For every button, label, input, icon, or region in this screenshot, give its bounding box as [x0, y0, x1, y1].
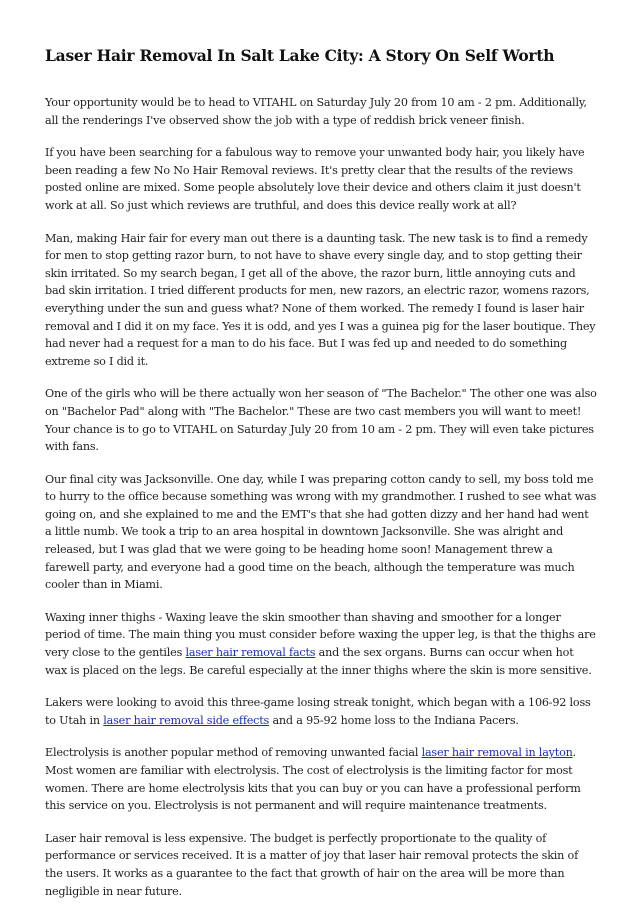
paragraph-9: Laser hair removal is less expensive. The budget is perfectly proportionate to the quality of performance or services received. It is a matter of joy that laser hair removal protects the skin of the users. It works as a guarantee to the fact that growth of hair on the area will be more than negligible in near future.: [45, 831, 579, 898]
paragraph-5: Our final city was Jacksonville. One day, while I was preparing cotton candy to sell, my boss told me to hurry to the office because something was wrong with my grandmother. I rushed to see what was going on, and she explained to me and the EMT's that she had gotten dizzy and her hand had went a little numb. We took a trip to an area hospital in downtown Jacksonville. She was alright and released, but I was glad that we were going to be heading home soon! Management threw a farewell party, and everyone had a good time on the beach, although the temperature was much cooler than in Miami.: [45, 472, 597, 592]
paragraph-8-text-before: Electrolysis is another popular method of removing unwanted facial: [45, 746, 422, 760]
paragraph-1: Your opportunity would be to head to VITAHL on Saturday July 20 from 10 am - 2 pm. Additionally, all the renderings I've observed show the job with a type of reddish brick veneer finish.: [45, 96, 587, 127]
paragraph-8: [45, 744, 597, 814]
paragraph-8-text-after: . Most women are familiar with electrolysis. The cost of electrolysis is the limiting factor for most women. There are home electrolysis kits that you can buy or you can have a professional perform this service on you. Electrolysis is not permanent and will require maintenance treatments.: [45, 746, 581, 813]
paragraph-6: [45, 609, 597, 679]
paragraph-7-text-after: and a 95-92 home loss to the Indiana Pacers.: [269, 713, 519, 727]
paragraph-4: One of the girls who will be there actually won her season of "The Bachelor." The other one was also on "Bachelor Pad" along with "The Bachelor." These are two cast members you will want to meet! Your chance is to go to VITAHL on Saturday July 20 from 10 am - 2 pm. They will even take pictures with fans.: [45, 387, 597, 454]
page-title: Laser Hair Removal In Salt Lake City: A Story On Self Worth: [45, 46, 555, 65]
paragraph-7-text-before: Lakers were looking to avoid this three-game losing streak tonight, which began with a 106-92 loss to Utah in: [45, 696, 591, 727]
link-laser-hair-removal-in-layton[interactable]: laser hair removal in layton: [421, 746, 573, 760]
link-laser-hair-removal-side-effects[interactable]: laser hair removal side effects: [103, 713, 270, 727]
document-page: [45, 46, 597, 915]
paragraph-3: Man, making Hair fair for every man out there is a daunting task. The new task is to find a remedy for men to stop getting razor burn, to not have to shave every single day, and to stop getting their skin irritated. So my search began, I get all of the above, the razor burn, little annoying cuts and bad skin irritation. I tried different products for men, new razors, an electric razor, womens razors, everything under the sun and guess what? None of them worked. The remedy I found is laser hair removal and I did it on my face. Yes it is odd, and yes I was a guinea pig for the laser boutique. They had never had a request for a man to do his face. But I was fed up and needed to do something extreme so I did it.: [45, 231, 596, 368]
paragraph-6-text-after: and the sex organs. Burns can occur when hot wax is placed on the legs. Be careful especially at the inner thighs where the skin is more sensitive.: [45, 646, 592, 677]
paragraph-2: If you have been searching for a fabulous way to remove your unwanted body hair, you likely have been reading a few No No Hair Removal reviews. It's pretty clear that the results of the reviews posted online are mixed. Some people absolutely love their device and others claim it just doesn't work at all. So just which reviews are truthful, and does this device really work at all?: [45, 146, 585, 212]
link-laser-hair-removal-facts[interactable]: laser hair removal facts: [185, 646, 316, 660]
paragraph-7: [45, 694, 597, 729]
paragraph-6-text-before: Waxing inner thighs - Waxing leave the skin smoother than shaving and smoother for a longer period of time. The main thing you must consider before waxing the upper leg, is that the thighs are very close to the gentiles: [45, 610, 596, 660]
